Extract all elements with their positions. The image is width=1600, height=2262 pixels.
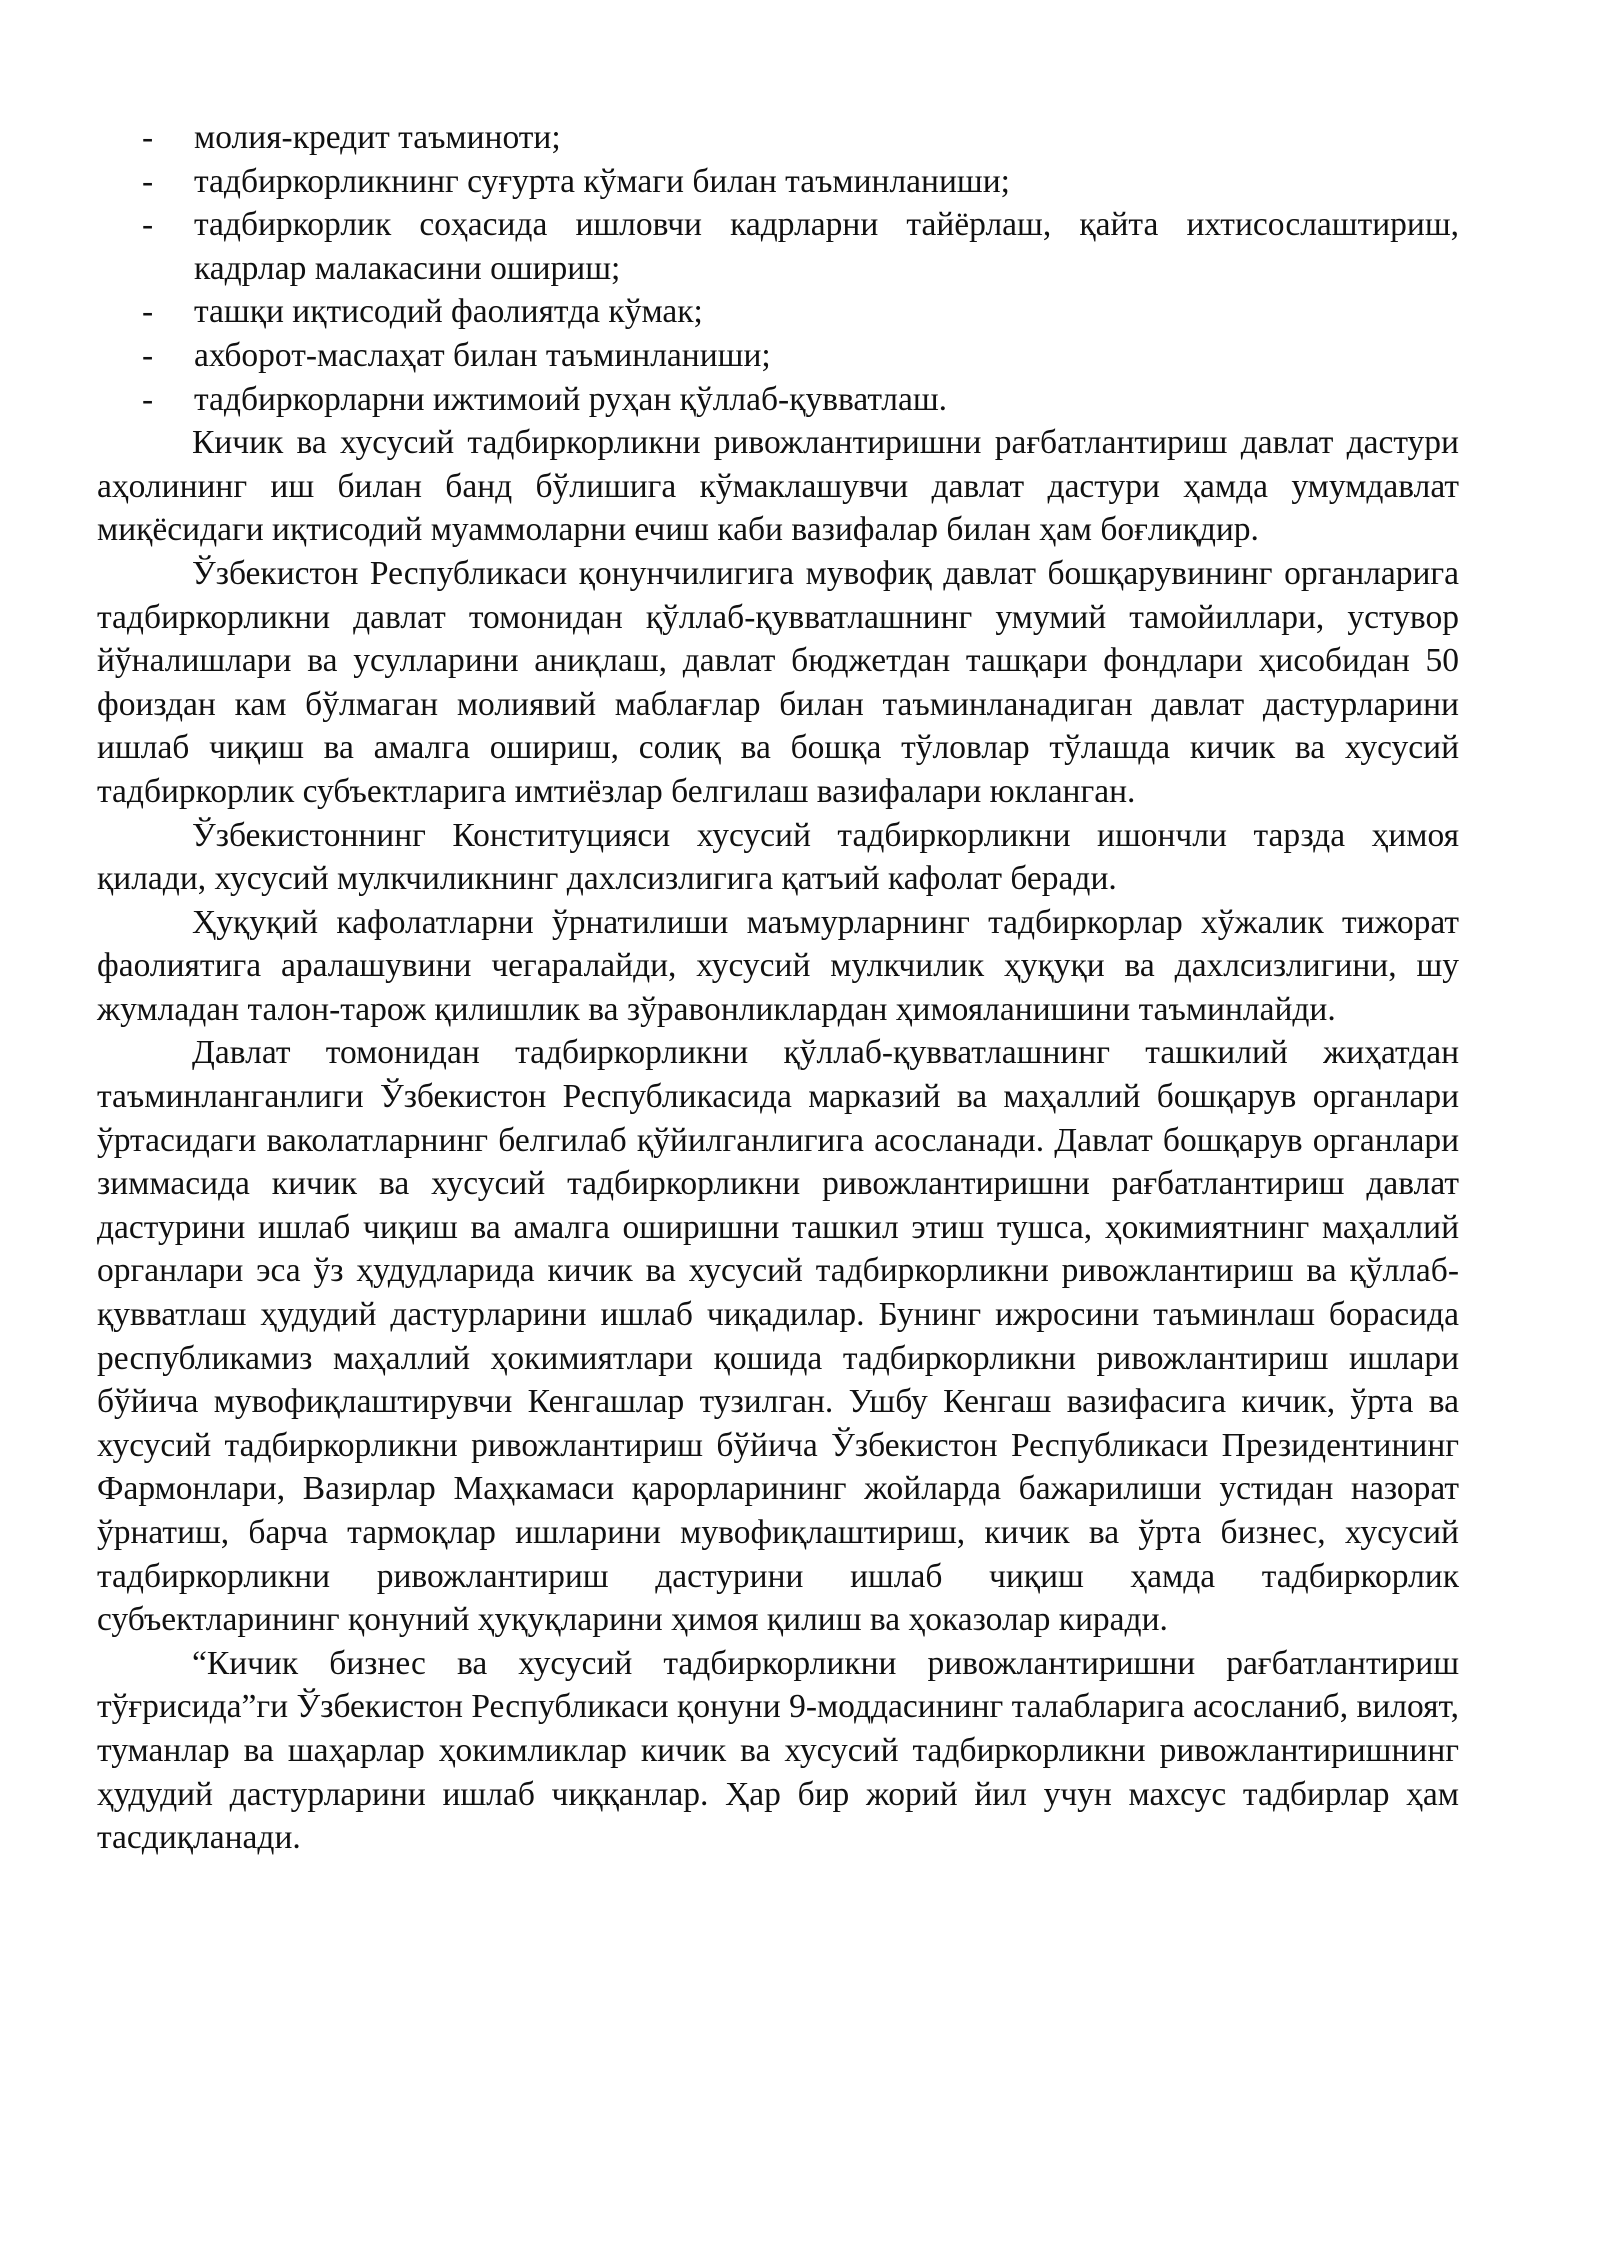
bullet-dash: - xyxy=(142,380,154,418)
bullet-dash: - xyxy=(142,206,154,244)
bullet-dash: - xyxy=(142,293,154,331)
bullet-text: ахборот-маслаҳат билан таъминланиши; xyxy=(194,336,771,374)
bullet-dash: - xyxy=(142,162,154,200)
bullet-list xyxy=(97,116,1459,421)
paragraph-legal-guarantees: Ҳуқуқий кафолатларни ўрнатилиши маъмурларнинг тадбиркорлар хўжалик тижорат фаолиятига аралашувини чегаралайди, хусусий мулкчилик ҳуқуқи ва дахлсизлигини, шу жумладан талон-тарож қилишлик ва зўравонликлардан ҳимояланишини таъминлайди. xyxy=(97,903,1459,1028)
document-page xyxy=(97,116,1459,1860)
bullet-text: тадбиркорларни ижтимоий руҳан қўллаб-қувватлаш. xyxy=(194,380,947,418)
bullet-text: тадбиркорликнинг суғурта кўмаги билан таъминланиши; xyxy=(194,162,1010,200)
list-item xyxy=(97,334,1459,378)
bullet-text: тадбиркорлик соҳасида ишловчи кадрларни тайёрлаш, қайта ихтисослаштириш, кадрлар малакасини ошириш; xyxy=(194,206,1459,287)
paragraph-organizational-support: Давлат томонидан тадбиркорликни қўллаб-қувватлашнинг ташкилий жиҳатдан таъминланганлиги Ўзбекистон Республикасида марказий ва маҳаллий бошқарув органлари ўртасидаги ваколатларнинг белгилаб қўйилганлигига асосланади. Давлат бошқарув органлари зиммасида кичик ва хусусий тадбиркорликни ривожлантиришни рағбатлантириш давлат дастурини ишлаб чиқиш ва амалга оширишни ташкил этиш тушса, ҳокимиятнинг маҳаллий органлари эса ўз ҳудудларида кичик ва хусусий тадбиркорликни ривожлантириш ва қўллаб-қувватлаш ҳудудий дастурларини ишлаб чиқадилар. Бунинг ижросини таъминлаш борасида республикамиз маҳаллий ҳокимиятлари қошида тадбиркорликни ривожлантириш ишлари бўйича мувофиқлаштирувчи Кенгашлар тузилган. Ушбу Кенгаш вазифасига кичик, ўрта ва хусусий тадбиркорликни ривожлантириш бўйича Ўзбекистон Республикаси Президентининг Фармонлари, Вазирлар Маҳкамаси қарорларининг жойларда бажарилиши устидан назорат ўрнатиш, барча тармоқлар ишларини мувофиқлаштириш, кичик ва ўрта бизнес, хусусий тадбиркорликни ривожлантириш дастурини ишлаб чиқиш ҳамда тадбиркорлик субъектларининг қонуний ҳуқуқларини ҳимоя қилиш ва ҳоказолар киради. xyxy=(97,1034,1459,1639)
bullet-text: молия-кредит таъминоти; xyxy=(194,119,561,156)
paragraph-state-program: Кичик ва хусусий тадбиркорликни ривожлантиришни рағбатлантириш давлат дастури аҳолининг иш билан банд бўлишига кўмаклашувчи давлат дастури ҳамда умумдавлат миқёсидаги иқтисодий муаммоларни ечиш каби вазифалар билан ҳам боғлиқдир. xyxy=(97,424,1459,549)
bullet-dash: - xyxy=(142,119,154,156)
list-item xyxy=(97,378,1459,422)
paragraph-law-article-9: “Кичик бизнес ва хусусий тадбиркорликни ривожлантиришни рағбатлантириш тўғрисида”ги Ўзбекистон Республикаси қонуни 9-моддасининг талабларига асосланиб, вилоят, туманлар ва шаҳарлар ҳокимликлар кичик ва хусусий тадбиркорликни ривожлантиришнинг ҳудудий дастурларини ишлаб чиққанлар. Ҳар бир жорий йил учун махсус тадбирлар ҳам тасдиқланади. xyxy=(97,1644,1459,1857)
list-item xyxy=(97,290,1459,334)
list-item xyxy=(97,116,1459,160)
list-item xyxy=(97,203,1459,290)
bullet-text: ташқи иқтисодий фаолиятда кўмак; xyxy=(194,293,703,331)
bullet-dash: - xyxy=(142,336,154,374)
paragraph-constitution: Ўзбекистоннинг Конституцияси хусусий тадбиркорликни ишончли тарзда ҳимоя қилади, хусусий мулкчиликнинг дахлсизлигига қатъий кафолат беради. xyxy=(97,816,1459,898)
list-item xyxy=(97,160,1459,204)
paragraph-legislation: Ўзбекистон Республикаси қонунчилигига мувофиқ давлат бошқарувининг органларига тадбиркорликни давлат томонидан қўллаб-қувватлашнинг умумий тамойиллари, устувор йўналишлари ва усулларини аниқлаш, давлат бюджетдан ташқари фондлари ҳисобидан 50 фоиздан кам бўлмаган молиявий маблағлар билан таъминланадиган давлат дастурларини ишлаб чиқиш ва амалга ошириш, солиқ ва бошқа тўловлар тўлашда кичик ва хусусий тадбиркорлик субъектларига имтиёзлар белгилаш вазифалари юкланган. xyxy=(97,554,1459,810)
